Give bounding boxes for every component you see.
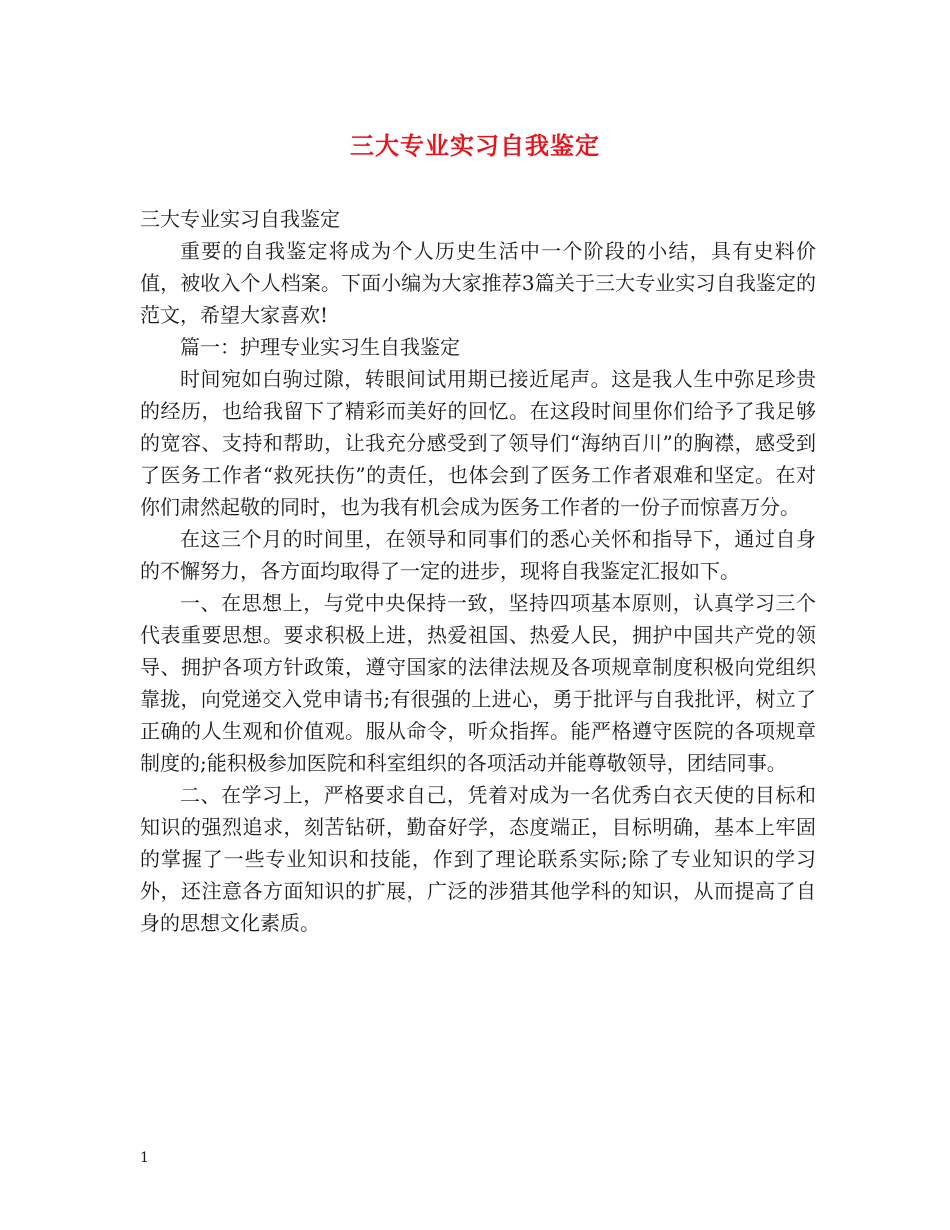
paragraph: 重要的自我鉴定将成为个人历史生活中一个阶段的小结，具有史料价值，被收入个人档案。下面小编为大家推荐3篇关于三大专业实习自我鉴定的范文，希望大家喜欢! (140, 239, 816, 327)
paragraph: 一、在思想上，与党中央保持一致，坚持四项基本原则，认真学习三个代表重要思想。要求积极上进，热爱祖国、热爱人民，拥护中国共产党的领导、拥护各项方针政策，遵守国家的法律法规及各项规章制度积极向党组织靠拢，向党递交入党申请书;有很强的上进心，勇于批评与自我批评，树立了正确的人生观和价值观。服从命令，听众指挥。能严格遵守医院的各项规章制度的;能积极参加医院和科室组织的各项活动并能尊敬领导，团结同事。 (140, 591, 816, 775)
paragraph: 在这三个月的时间里，在领导和同事们的悉心关怀和指导下，通过自身的不懈努力，各方面均取得了一定的进步，现将自我鉴定汇报如下。 (140, 527, 816, 583)
document-body (140, 203, 816, 939)
paragraph: 时间宛如白驹过隙，转眼间试用期已接近尾声。这是我人生中弥足珍贵的经历，也给我留下了精彩而美好的回忆。在这段时间里你们给予了我足够的宽容、支持和帮助，让我充分感受到了领导们“海纳百川”的胸襟，感受到了医务工作者“救死扶伤”的责任，也体会到了医务工作者艰难和坚定。在对你们肃然起敬的同时，也为我有机会成为医务工作者的一份子而惊喜万分。 (140, 367, 816, 519)
document-title: 三大专业实习自我鉴定 (350, 131, 600, 160)
paragraph: 三大专业实习自我鉴定 (140, 207, 340, 231)
page-number: 1 (140, 1150, 149, 1166)
section-heading: 篇一：护理专业实习生自我鉴定 (180, 335, 460, 359)
paragraph: 二、在学习上，严格要求自己，凭着对成为一名优秀白衣天使的目标和知识的强烈追求，刻苦钻研，勤奋好学，态度端正，目标明确，基本上牢固的掌握了一些专业知识和技能，作到了理论联系实际;除了专业知识的学习外，还注意各方面知识的扩展，广泛的涉猎其他学科的知识，从而提高了自身的思想文化素质。 (140, 783, 816, 935)
